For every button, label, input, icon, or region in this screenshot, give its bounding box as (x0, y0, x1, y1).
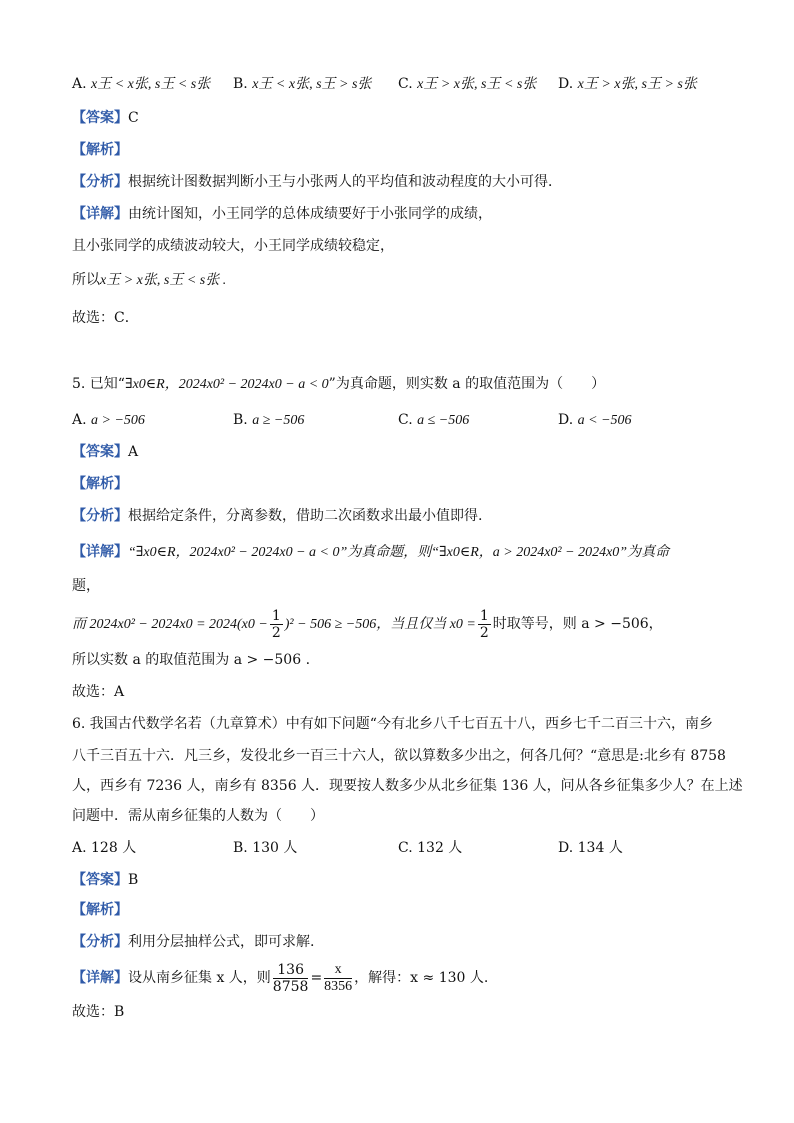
q5-jiexi (72, 474, 128, 494)
q6-fenxi: 【分析】利用分层抽样公式，即可求解. (72, 934, 315, 950)
q5-xiangjie-4: 所以实数 a 的取值范围为 a > −506 . (72, 652, 311, 668)
q4-option-c-text: x王 > x张, s王 < s张 (417, 77, 537, 92)
q4-option-a: A. x王 < x张, s王 < s张 (72, 76, 211, 92)
q5-answer: 【答案】A (72, 444, 139, 460)
q6-option-b: B. 130 人 (233, 840, 298, 856)
q6-option-a: A. 128 人 (72, 840, 137, 856)
q4-xiangjie-1: 【详解】由统计图知，小王同学的总体成绩要好于小张同学的成绩， (72, 206, 492, 222)
q6-stem-4: 问题中．需从南乡征集的人数为（ ） (72, 808, 324, 824)
fenxi-tag: 【分析】 (72, 508, 128, 524)
q6-answer: 【答案】B (72, 872, 139, 888)
q4-guxuan: 故选：C． (72, 310, 139, 326)
q5-xiangjie-1: 【详解】“∃x0∈R，2024x0² − 2024x0 − a < 0”为真命题，则“∃x0∈R，a > 2024x0² − 2024x0”为真命 (72, 544, 670, 560)
q4-option-a-text: x王 < x张, s王 < s张 (91, 77, 211, 92)
q6-guxuan: 故选：B (72, 1004, 125, 1020)
jiexi-tag: 【解析】 (72, 902, 128, 918)
q6-stem-2: 八千三百五十六．凡三乡，发役北乡一百三十六人，欲以算数多少出之，何各几何？“意思是:北乡有 8758 (72, 748, 726, 764)
q6-option-d: D. 134 人 (558, 840, 623, 856)
jiexi-tag: 【解析】 (72, 476, 128, 492)
q4-answer: 【答案】C (72, 110, 139, 126)
q6-jiexi (72, 900, 128, 920)
xiangjie-tag: 【详解】 (72, 206, 128, 222)
fenxi-tag: 【分析】 (72, 934, 128, 950)
q4-xiangjie-2: 且小张同学的成绩波动较大，小王同学成绩较稳定， (72, 238, 394, 254)
q4-option-c: C. x王 > x张, s王 < s张 (398, 76, 537, 92)
q5-option-b: B. a ≥ −506 (233, 412, 305, 428)
q5-guxuan: 故选：A (72, 684, 125, 700)
q5-option-c: C. a ≤ −506 (398, 412, 470, 428)
q5-xiangjie-3: 而 2024x0² − 2024x0 = 2024(x0 − $\frac{1}{2}$ )² − 506 ≥ −506，当且仅当 x0 = $\frac{1}{2}$ 时取等号，则 a > −506， (72, 607, 663, 641)
fenxi-tag: 【分析】 (72, 174, 128, 190)
fraction-half: $\frac{1}{2}$ (271, 607, 281, 641)
q6-xiangjie: 【详解】设从南乡征集 x 人，则 $\frac{136}{8758}$ = $\frac{x}{8356}$ ，解得：x ≈ 130 人. (72, 961, 489, 995)
fraction-x-8356: $\frac{x}{8356}$ (324, 961, 353, 994)
q6-option-c: C. 132 人 (398, 840, 463, 856)
q5-xiangjie-2: 题， (72, 578, 100, 594)
q4-xiangjie-3: 所以x王 > x张, s王 < s张 . (72, 272, 227, 288)
fraction-half: $\frac{1}{2}$ (479, 607, 489, 641)
q6-stem-1: 6. 我国古代数学名若（九章算术）中有如下问题“今有北乡八千七百五十八，西乡七千二百三十六，南乡 (72, 716, 713, 732)
q5-option-a: A. a > −506 (72, 412, 145, 428)
q5-option-d: D. a < −506 (558, 412, 632, 428)
xiangjie-tag: 【详解】 (72, 970, 128, 986)
q6-stem-3: 人，西乡有 7236 人，南乡有 8356 人．现要按人数多少从北乡征集 136 人，问从各乡征集多少人？在上述 (72, 778, 743, 794)
answer-tag: 【答案】 (72, 444, 128, 460)
q5-fenxi: 【分析】根据给定条件，分离参数，借助二次函数求出最小值即得. (72, 508, 483, 524)
fraction-136-8758: $\frac{136}{8758}$ (272, 961, 309, 995)
answer-tag: 【答案】 (72, 110, 128, 126)
answer-tag: 【答案】 (72, 872, 128, 888)
q4-option-d-text: x王 > x张, s王 > s张 (577, 77, 697, 92)
q4-fenxi: 【分析】根据统计图数据判断小王与小张两人的平均值和波动程度的大小可得． (72, 174, 562, 190)
xiangjie-tag: 【详解】 (72, 544, 128, 560)
jiexi-tag: 【解析】 (72, 142, 128, 158)
q4-jiexi (72, 140, 128, 160)
q5-stem: 5. 已知“∃x0∈R，2024x0² − 2024x0 − a < 0”为真命题，则实数 a 的取值范围为（ ） (72, 376, 606, 392)
q4-option-b-text: x王 < x张, s王 > s张 (252, 77, 372, 92)
q4-option-d: D. x王 > x张, s王 > s张 (558, 76, 697, 92)
q4-option-b: B. x王 < x张, s王 > s张 (233, 76, 372, 92)
